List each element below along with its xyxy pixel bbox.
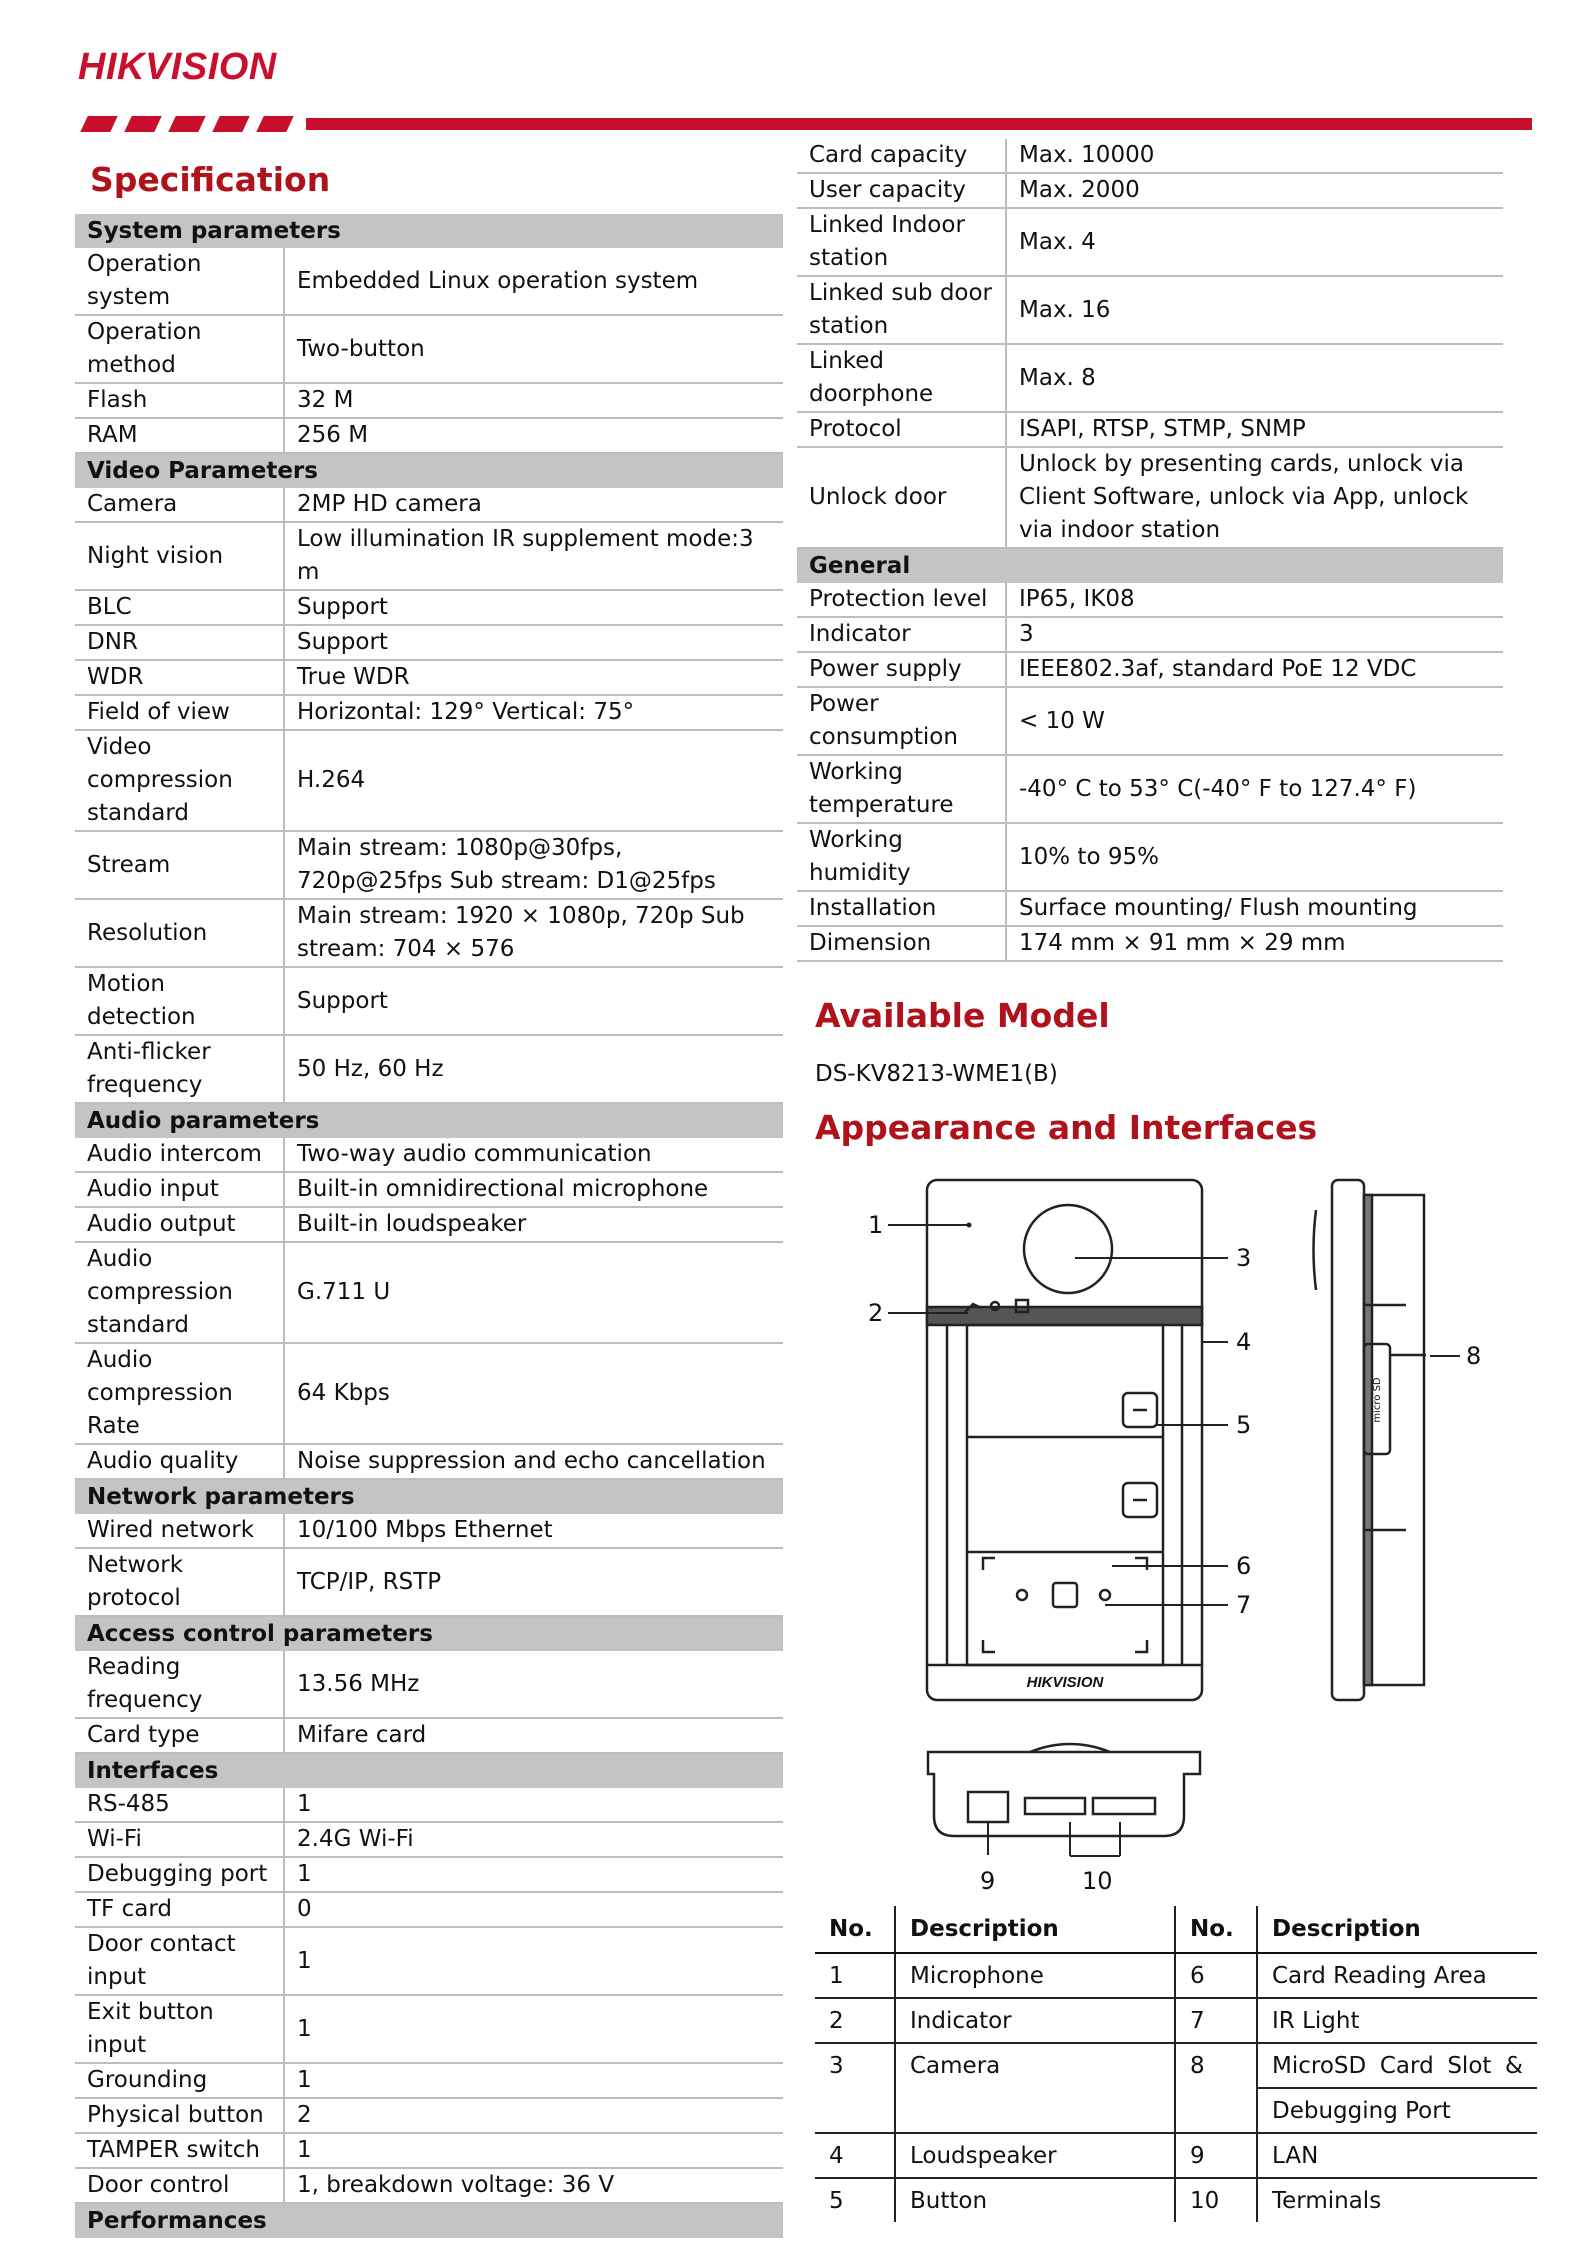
spec-value: Max. 2000 [1006, 173, 1503, 208]
spec-value: Surface mounting/ Flush mounting [1006, 891, 1503, 926]
spec-key: Stream [75, 831, 284, 899]
spec-key: Operation system [75, 248, 284, 315]
cell-no: 1 [815, 1953, 895, 1998]
spec-key: BLC [75, 590, 284, 625]
spec-value: 32 M [284, 383, 783, 418]
spec-key: Card capacity [797, 139, 1006, 173]
header-desc-2: Description [1257, 1906, 1537, 1953]
spec-key: Audio compression Rate [75, 1343, 284, 1444]
spec-value: 256 M [284, 418, 783, 453]
spec-key: Protocol [797, 412, 1006, 447]
table-row [815, 1953, 1537, 1998]
spec-key: Wi-Fi [75, 1822, 284, 1857]
cell-no [1175, 2088, 1257, 2133]
callout-6: 6 [1236, 1552, 1252, 1580]
spec-value: 10/100 Mbps Ethernet [284, 1514, 783, 1548]
spec-value: 64 Kbps [284, 1343, 783, 1444]
spec-key: Dimension [797, 926, 1006, 961]
spec-key: Linked Indoor station [797, 208, 1006, 276]
ir-light-right [1100, 1590, 1110, 1600]
spec-key: Debugging port [75, 1857, 284, 1892]
spec-value: Built-in omnidirectional microphone [284, 1172, 783, 1207]
spec-key: Installation [797, 891, 1006, 926]
spec-value: Low illumination IR supplement mode:3 m [284, 522, 783, 590]
spec-value: 1 [284, 2133, 783, 2168]
spec-value: Max. 10000 [1006, 139, 1503, 173]
spec-value: 3 [1006, 617, 1503, 652]
spec-value: 50 Hz, 60 Hz [284, 1035, 783, 1103]
microsd-label: micro SD [1372, 1377, 1383, 1423]
section-title: Audio parameters [75, 1103, 783, 1138]
cell-no: 7 [1175, 1998, 1257, 2043]
spec-value: Main stream: 1920 × 1080p, 720p Sub stream: 704 × 576 [284, 899, 783, 967]
spec-value: G.711 U [284, 1242, 783, 1343]
spec-value: 10% to 95% [1006, 823, 1503, 891]
spec-key: Wired network [75, 1514, 284, 1548]
spec-key: Audio output [75, 1207, 284, 1242]
spec-key: Video compression standard [75, 730, 284, 831]
spec-key: Door contact input [75, 1927, 284, 1995]
side-camera-bump [1314, 1210, 1317, 1290]
spec-value: Support [284, 590, 783, 625]
spec-key: Exit button input [75, 1995, 284, 2063]
section-title: General [797, 548, 1503, 583]
spec-value: 1 [284, 1788, 783, 1822]
spec-key: User capacity [797, 173, 1006, 208]
cell-desc: IR Light [1257, 1998, 1537, 2043]
header-desc-1: Description [895, 1906, 1175, 1953]
spec-key: Protection level [797, 583, 1006, 617]
callout-9: 9 [980, 1867, 996, 1895]
spec-value: Max. 16 [1006, 276, 1503, 344]
spec-key: Flash [75, 383, 284, 418]
section-title: Performances [75, 2203, 783, 2238]
table-row [815, 2178, 1537, 2222]
spec-value: Max. 4 [1006, 208, 1503, 276]
spec-key: Resolution [75, 899, 284, 967]
cell-desc: LAN [1257, 2133, 1537, 2178]
spec-value: 1 [284, 2063, 783, 2098]
spec-key: Anti-flicker frequency [75, 1035, 284, 1103]
spec-key: Door control [75, 2168, 284, 2203]
spec-value: 1 [284, 1927, 783, 1995]
spec-key: DNR [75, 625, 284, 660]
spec-key: TF card [75, 1892, 284, 1927]
lan-port [968, 1792, 1008, 1822]
spec-key: Physical button [75, 2098, 284, 2133]
spec-key: Network protocol [75, 1548, 284, 1616]
terminal-block-2 [1093, 1798, 1155, 1814]
cell-no: 9 [1175, 2133, 1257, 2178]
spec-value: Support [284, 967, 783, 1035]
spec-key: Operation method [75, 315, 284, 383]
spec-value: Noise suppression and echo cancellation [284, 1444, 783, 1479]
spec-value: IEEE802.3af, standard PoE 12 VDC [1006, 652, 1503, 687]
terminal-block-1 [1025, 1798, 1085, 1814]
spec-key: Audio quality [75, 1444, 284, 1479]
spec-value: 13.56 MHz [284, 1651, 783, 1718]
cell-desc: Microphone [895, 1953, 1175, 1998]
spec-key: Power supply [797, 652, 1006, 687]
spec-value: 2.4G Wi-Fi [284, 1822, 783, 1857]
spec-key: Field of view [75, 695, 284, 730]
spec-value: 174 mm × 91 mm × 29 mm [1006, 926, 1503, 961]
spec-value: 1, breakdown voltage: 36 V [284, 2168, 783, 2203]
table-row [815, 2043, 1537, 2088]
spec-value: 2MP HD camera [284, 488, 783, 522]
spec-key: TAMPER switch [75, 2133, 284, 2168]
table-row [815, 2133, 1537, 2178]
spec-key: Working humidity [797, 823, 1006, 891]
spec-value: ISAPI, RTSP, STMP, SNMP [1006, 412, 1503, 447]
spec-value: TCP/IP, RSTP [284, 1548, 783, 1616]
parts-description-table [815, 1906, 1537, 2222]
spec-value: Support [284, 625, 783, 660]
spec-value: True WDR [284, 660, 783, 695]
side-view-body [1332, 1180, 1364, 1700]
spec-value: Horizontal: 129° Vertical: 75° [284, 695, 783, 730]
spec-value: Mifare card [284, 1718, 783, 1753]
spec-key: Audio compression standard [75, 1242, 284, 1343]
callout-5: 5 [1236, 1411, 1252, 1439]
cell-desc: Indicator [895, 1998, 1175, 2043]
callout-10: 10 [1082, 1867, 1113, 1895]
spec-value: Embedded Linux operation system [284, 248, 783, 315]
cell-desc: Button [895, 2178, 1175, 2222]
card-reader-icon [1053, 1583, 1077, 1607]
spec-value: Max. 8 [1006, 344, 1503, 412]
spec-value: IP65, IK08 [1006, 583, 1503, 617]
spec-value: < 10 W [1006, 687, 1503, 755]
callout-2: 2 [868, 1299, 884, 1327]
spec-value: 0 [284, 1892, 783, 1927]
section-title: Access control parameters [75, 1616, 783, 1651]
spec-key: Reading frequency [75, 1651, 284, 1718]
spec-key: Motion detection [75, 967, 284, 1035]
cell-desc: Debugging Port [1257, 2088, 1537, 2133]
table-row [815, 1998, 1537, 2043]
section-title: Video Parameters [75, 453, 783, 488]
spec-value: Two-button [284, 315, 783, 383]
cell-no: 10 [1175, 2178, 1257, 2222]
spec-value: H.264 [284, 730, 783, 831]
cell-desc: Terminals [1272, 2187, 1382, 2214]
table-row [815, 2088, 1537, 2133]
cell-no: 3 [815, 2043, 895, 2088]
available-model-heading: Available Model [815, 996, 1110, 1035]
spec-key: RAM [75, 418, 284, 453]
spec-value: 1 [284, 1857, 783, 1892]
section-title: Interfaces [75, 1753, 783, 1788]
cell-desc: MicroSD Card Slot & [1257, 2043, 1537, 2088]
spec-value: Built-in loudspeaker [284, 1207, 783, 1242]
spec-key: Card type [75, 1718, 284, 1753]
spec-value: -40° C to 53° C(-40° F to 127.4° F) [1006, 755, 1503, 823]
callout-7: 7 [1236, 1591, 1252, 1619]
spec-key: Camera [75, 488, 284, 522]
spec-key: Unlock door [797, 447, 1006, 548]
cell-no: 2 [815, 1998, 895, 2043]
cell-no: 8 [1175, 2043, 1257, 2088]
spec-key: Grounding [75, 2063, 284, 2098]
cell-desc: Card Reading Area [1257, 1953, 1537, 1998]
header-no-1: No. [815, 1906, 895, 1953]
section-title: System parameters [75, 214, 783, 248]
hikvision-logo: HIKVISION [78, 46, 277, 88]
spec-key: Night vision [75, 522, 284, 590]
model-name: DS-KV8213-WME1(B) [815, 1061, 1058, 1087]
callout-3: 3 [1236, 1244, 1252, 1272]
front-panel [967, 1325, 1163, 1665]
spec-key: RS-485 [75, 1788, 284, 1822]
spec-value: 2 [284, 2098, 783, 2133]
cell-desc: Camera [895, 2043, 1175, 2088]
spec-key: Linked sub door station [797, 276, 1006, 344]
callout-8: 8 [1466, 1342, 1482, 1370]
spec-key: Linked doorphone [797, 344, 1006, 412]
cell-no: 6 [1175, 1953, 1257, 1998]
spec-key: Indicator [797, 617, 1006, 652]
header-no-2: No. [1175, 1906, 1257, 1953]
spec-value: Two-way audio communication [284, 1138, 783, 1172]
spec-value: 1 [284, 1995, 783, 2063]
appearance-heading: Appearance and Interfaces [815, 1108, 1318, 1147]
ir-light-left [1017, 1590, 1027, 1600]
cell-no: 5 [815, 2178, 895, 2222]
callout-1: 1 [868, 1211, 884, 1239]
camera-lens [1024, 1205, 1112, 1293]
spec-key: Audio input [75, 1172, 284, 1207]
cell-no: 4 [815, 2133, 895, 2178]
spec-key: Power consumption [797, 687, 1006, 755]
cell-desc [895, 2088, 1175, 2133]
cell-desc: Loudspeaker [895, 2133, 1175, 2178]
section-title: Network parameters [75, 1479, 783, 1514]
spec-key: WDR [75, 660, 284, 695]
specification-heading: Specification [90, 160, 331, 199]
spec-value: Main stream: 1080p@30fps, 720p@25fps Sub stream: D1@25fps [284, 831, 783, 899]
spec-value: Unlock by presenting cards, unlock via Client Software, unlock via App, unlock via indoor station [1006, 447, 1503, 548]
spec-key: Audio intercom [75, 1138, 284, 1172]
cell-no [815, 2088, 895, 2133]
callout-4: 4 [1236, 1328, 1252, 1356]
spec-key: Working temperature [797, 755, 1006, 823]
device-logo: HIKVISION [1026, 1674, 1104, 1691]
